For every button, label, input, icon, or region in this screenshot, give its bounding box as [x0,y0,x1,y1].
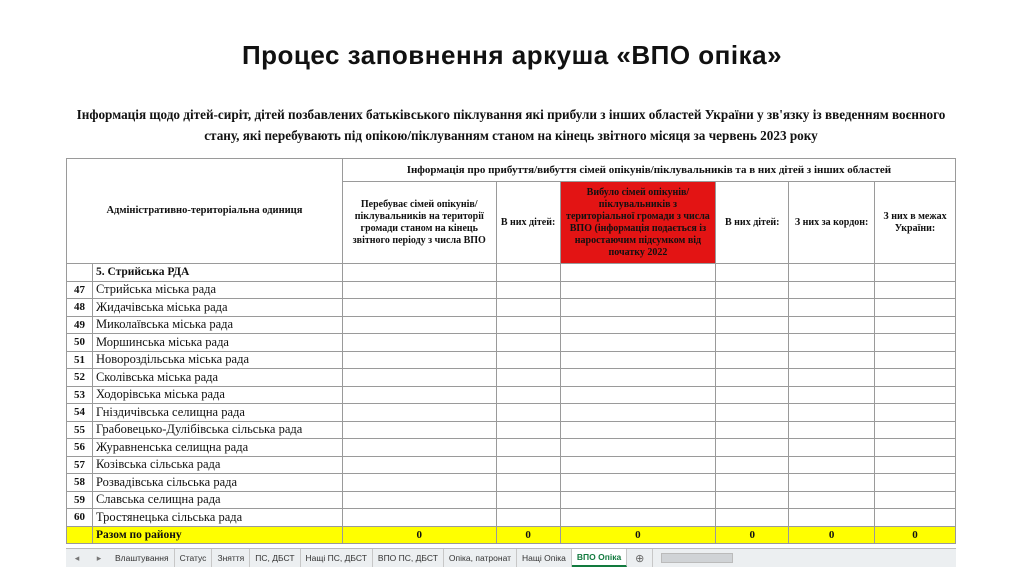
data-cell[interactable] [716,386,789,404]
data-cell[interactable] [716,491,789,509]
data-cell[interactable] [875,439,956,457]
data-cell[interactable] [496,316,560,334]
data-cell[interactable] [716,474,789,492]
data-cell[interactable] [496,351,560,369]
data-cell[interactable] [342,299,496,317]
section-row [67,264,956,282]
data-cell[interactable] [716,334,789,352]
data-cell[interactable] [560,334,716,352]
spreadsheet [66,100,956,568]
total-label[interactable]: Разом по району [92,526,342,544]
data-cell[interactable] [496,281,560,299]
total-value-cell[interactable]: 0 [496,526,560,544]
total-row [67,526,956,544]
scrollbar-thumb[interactable] [661,553,733,563]
row-unit-name[interactable]: Миколаївська міська рада [92,316,342,334]
table-row [67,456,956,474]
sheet-tab[interactable]: Влаштування [110,549,175,567]
add-sheet-icon[interactable]: ⊕ [635,552,645,565]
table-row [67,421,956,439]
data-cell[interactable] [875,456,956,474]
data-cell[interactable] [496,421,560,439]
data-cell[interactable] [789,369,875,387]
data-cell[interactable] [789,404,875,422]
table-row [67,351,956,369]
data-cell[interactable] [875,281,956,299]
data-cell[interactable] [789,456,875,474]
row-number[interactable]: 58 [67,474,93,492]
sheet-tab[interactable]: Зняття [212,549,250,567]
table-row [67,491,956,509]
data-cell[interactable] [560,456,716,474]
tab-nav [66,549,110,567]
data-cell[interactable] [342,456,496,474]
slide-title: Процес заповнення аркуша «ВПО опіка» [241,40,783,70]
group-header: Інформація про прибуття/вибуття сімей опікунів/піклувальників та в них дітей з інших областей [342,159,955,182]
col-header-children-1: В них дітей: [496,182,560,264]
row-unit-name[interactable]: Гніздичівська селищна рада [92,404,342,422]
data-cell[interactable] [342,404,496,422]
data-cell[interactable] [560,404,716,422]
table-row [67,439,956,457]
data-cell[interactable] [342,439,496,457]
total-value-cell[interactable]: 0 [789,526,875,544]
data-cell[interactable] [560,316,716,334]
data-cell[interactable] [716,404,789,422]
col-header-resident-families: Перебуває сімей опікунів/піклувальників на території громади станом на кінець звітного періоду з числа ВПО [342,182,496,264]
row-unit-name[interactable]: Журавненська селищна рада [92,439,342,457]
data-cell[interactable] [342,491,496,509]
data-cell[interactable] [789,299,875,317]
row-number[interactable]: 56 [67,439,93,457]
row-number[interactable]: 48 [67,299,93,317]
sheet-tab[interactable]: ПС, ДБСТ [250,549,300,567]
data-cell[interactable] [789,316,875,334]
row-unit-name[interactable]: Моршинська міська рада [92,334,342,352]
row-unit-name[interactable]: Жидачівська міська рада [92,299,342,317]
row-unit-name[interactable]: Стрийська міська рада [92,281,342,299]
data-cell[interactable] [789,281,875,299]
data-cell[interactable] [716,281,789,299]
row-number[interactable]: 53 [67,386,93,404]
sheet-tab[interactable]: Нащі ПС, ДБСТ [301,549,373,567]
data-cell[interactable] [789,351,875,369]
total-value-cell[interactable]: 0 [875,526,956,544]
row-unit-name[interactable]: Тростянецька сільська рада [92,509,342,527]
data-cell[interactable] [789,386,875,404]
row-unit-name[interactable]: Розвадівська сільська рада [92,474,342,492]
row-number[interactable]: 59 [67,491,93,509]
data-cell[interactable] [342,386,496,404]
sheet-tab[interactable]: Опіка, патронат [444,549,517,567]
data-cell[interactable] [496,439,560,457]
data-cell[interactable] [342,474,496,492]
table-row [67,404,956,422]
data-cell[interactable] [716,299,789,317]
data-cell[interactable] [342,369,496,387]
data-cell[interactable] [560,369,716,387]
row-unit-name[interactable]: Сколівська міська рада [92,369,342,387]
data-cell[interactable] [716,509,789,527]
row-number[interactable]: 51 [67,351,93,369]
row-unit-name[interactable]: Козівська сільська рада [92,456,342,474]
sheet-tab-bar [66,548,956,567]
data-cell[interactable] [560,474,716,492]
data-cell[interactable] [496,386,560,404]
data-cell[interactable] [875,351,956,369]
data-cell[interactable] [875,386,956,404]
data-cell[interactable] [875,334,956,352]
total-value-cell[interactable]: 0 [716,526,789,544]
data-cell[interactable] [560,299,716,317]
table-row [67,334,956,352]
data-cell[interactable] [875,421,956,439]
row-unit-name[interactable]: Грабовецько-Дулібівська сільська рада [92,421,342,439]
horizontal-scrollbar[interactable] [652,549,956,567]
data-cell[interactable] [789,474,875,492]
data-cell[interactable] [496,474,560,492]
sheet-tab[interactable]: ВПО ПС, ДБСТ [373,549,444,567]
data-cell[interactable] [875,404,956,422]
tab-prev-icon[interactable]: ◂ [74,552,80,563]
data-cell[interactable] [875,474,956,492]
total-value-cell[interactable]: 0 [560,526,716,544]
tab-next-icon[interactable]: ▸ [96,552,102,563]
data-cell[interactable] [875,491,956,509]
data-cell[interactable] [716,421,789,439]
table-row [67,509,956,527]
col-header-departed-families: Вибуло сімей опікунів/піклувальників з територіальної громади з числа ВПО (інформація подається із наростаючим підсумком від початку 2022 [560,182,716,264]
data-cell[interactable] [342,509,496,527]
data-cell[interactable] [560,439,716,457]
sheet-tab[interactable]: ВПО Опіка [572,549,627,567]
data-cell[interactable] [716,369,789,387]
data-cell[interactable] [342,281,496,299]
data-cell[interactable] [789,491,875,509]
table-row [67,369,956,387]
data-cell[interactable] [875,369,956,387]
data-cell[interactable] [560,491,716,509]
row-number[interactable]: 57 [67,456,93,474]
data-cell[interactable] [560,509,716,527]
data-cell[interactable] [496,369,560,387]
row-number[interactable]: 55 [67,421,93,439]
row-number[interactable]: 54 [67,404,93,422]
admin-unit-header: Адміністративно-територіальна одиниця [67,159,343,264]
table-row [67,316,956,334]
col-header-children-2: В них дітей: [716,182,789,264]
table-row [67,386,956,404]
data-cell[interactable] [496,491,560,509]
row-number[interactable]: 60 [67,509,93,527]
data-cell[interactable] [496,334,560,352]
data-cell[interactable] [560,281,716,299]
data-cell[interactable] [716,456,789,474]
data-cell[interactable] [560,421,716,439]
row-unit-name[interactable]: Ходорівська міська рада [92,386,342,404]
sheet-tab[interactable]: Нащі Опіка [517,549,572,567]
total-value-cell[interactable]: 0 [342,526,496,544]
data-cell[interactable] [789,421,875,439]
row-number[interactable]: 47 [67,281,93,299]
data-cell[interactable] [789,334,875,352]
data-cell[interactable] [716,439,789,457]
sheet-heading: Інформація щодо дітей-сиріт, дітей позбавлених батьківського піклування які прибули з інших областей України у зв'язку із введенням воєнного стану, які перебувають під опікою/піклуванням станом на кінець звітного місяця за червень 2023 року [76,107,946,143]
sheet-tab[interactable]: Статус [175,549,213,567]
table-row [67,474,956,492]
table-row [67,299,956,317]
data-cell[interactable] [496,299,560,317]
data-cell[interactable] [342,421,496,439]
data-cell[interactable] [875,316,956,334]
data-cell[interactable] [342,334,496,352]
row-number[interactable]: 49 [67,316,93,334]
data-cell[interactable] [875,509,956,527]
row-number[interactable]: 52 [67,369,93,387]
data-cell[interactable] [789,509,875,527]
data-cell[interactable] [342,316,496,334]
row-unit-name[interactable]: Славська селищна рада [92,491,342,509]
data-cell[interactable] [560,351,716,369]
data-cell[interactable] [496,509,560,527]
report-table [66,158,956,544]
data-cell[interactable] [875,299,956,317]
data-cell[interactable] [789,439,875,457]
col-header-abroad: З них за кордон: [789,182,875,264]
row-unit-name[interactable]: Новороздільська міська рада [92,351,342,369]
col-header-within-ukraine: З них в межах України: [875,182,956,264]
table-row [67,281,956,299]
section-label[interactable]: 5. Стрийська РДА [92,264,342,282]
data-cell[interactable] [560,386,716,404]
data-cell[interactable] [716,351,789,369]
data-cell[interactable] [496,404,560,422]
data-cell[interactable] [496,456,560,474]
row-number[interactable]: 50 [67,334,93,352]
data-cell[interactable] [342,351,496,369]
data-cell[interactable] [716,316,789,334]
